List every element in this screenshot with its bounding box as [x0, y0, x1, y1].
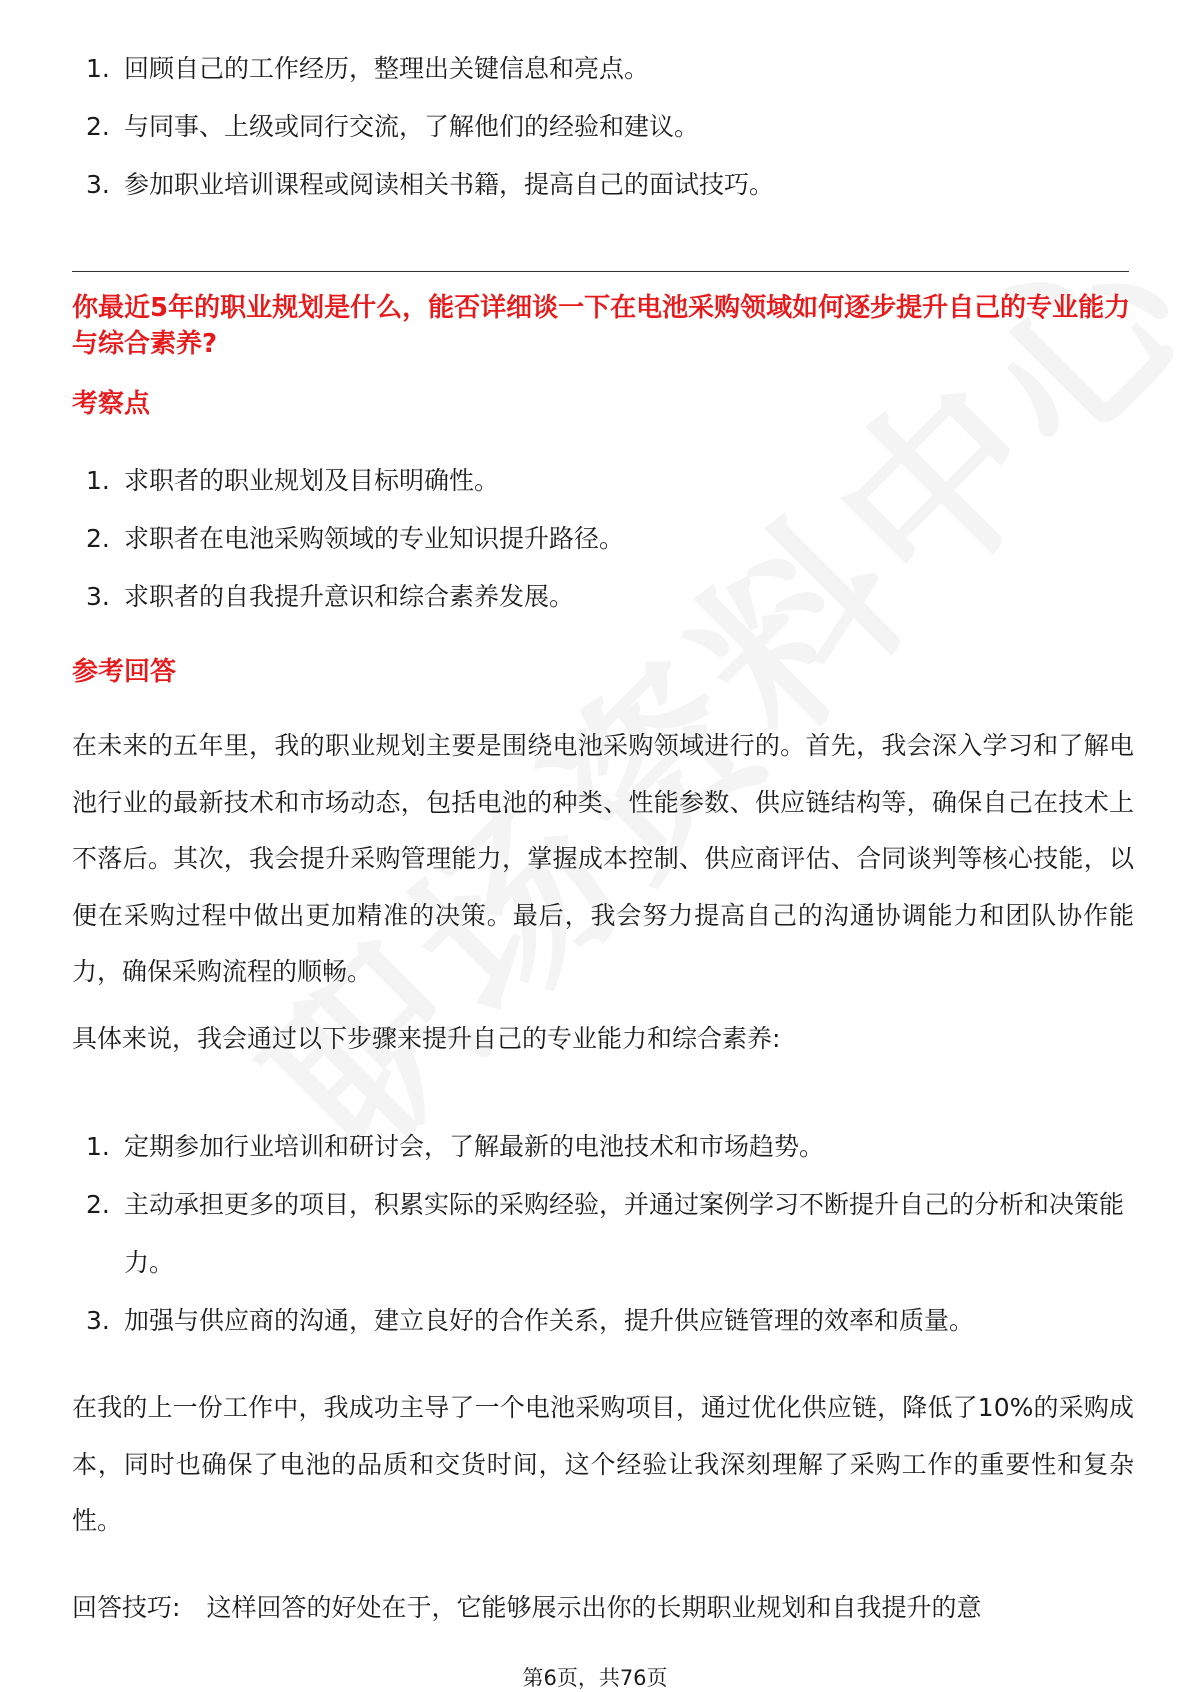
list-text: 与同事、上级或同行交流，了解他们的经验和建议。	[124, 112, 700, 141]
list-number: 2.	[86, 524, 110, 553]
list-item	[72, 156, 1132, 214]
tip-label: 回答技巧:	[72, 1593, 181, 1622]
list-text: 求职者的职业规划及目标明确性。	[124, 466, 500, 495]
list-number: 3.	[86, 582, 110, 611]
answer-tip	[72, 1588, 1134, 1628]
list-number: 2.	[86, 112, 110, 141]
answer-paragraph: 在我的上一份工作中，我成功主导了一个电池采购项目，通过优化供应链，降低了10%的采购成本，同时也确保了电池的品质和交货时间，这个经验让我深刻理解了采购工作的重要性和复杂性。	[72, 1393, 1134, 1536]
assessment-list	[72, 452, 1132, 626]
list-number: 1.	[86, 466, 110, 495]
list-item	[72, 1292, 1132, 1350]
list-text: 加强与供应商的沟通，建立良好的合作关系，提升供应链管理的效率和质量。	[124, 1306, 975, 1335]
section-divider	[72, 271, 1129, 272]
top-list	[72, 40, 1132, 214]
assessment-title: 考察点	[72, 389, 151, 419]
reference-answer-title: 参考回答	[72, 657, 177, 687]
list-text: 主动承担更多的项目，积累实际的采购经验，并通过案例学习不断提升自己的分析和决策能力。	[124, 1190, 1125, 1277]
list-number: 3.	[86, 170, 110, 199]
list-number: 3.	[86, 1306, 110, 1335]
list-item	[72, 452, 1132, 510]
list-item	[72, 98, 1132, 156]
list-item	[72, 40, 1132, 98]
list-item	[72, 510, 1132, 568]
list-text: 参加职业培训课程或阅读相关书籍，提高自己的面试技巧。	[124, 170, 775, 199]
list-item	[72, 568, 1132, 626]
tip-text: 这样回答的好处在于，它能够展示出你的长期职业规划和自我提升的意	[206, 1593, 982, 1622]
list-number: 2.	[86, 1190, 110, 1219]
answer-paragraph: 在未来的五年里，我的职业规划主要是围绕电池采购领域进行的。首先，我会深入学习和了解电池行业的最新技术和市场动态，包括电池的种类、性能参数、供应链结构等，确保自己在技术上不落后。其次，我会提升采购管理能力，掌握成本控制、供应商评估、合同谈判等核心技能，以便在采购过程中做出更加精准的决策。最后，我会努力提高自己的沟通协调能力和团队协作能力，确保采购流程的顺畅。	[72, 731, 1134, 987]
list-text: 定期参加行业培训和研讨会，了解最新的电池技术和市场趋势。	[124, 1132, 825, 1161]
list-item	[72, 1118, 1132, 1176]
page-number: 第6页，共76页	[522, 1666, 668, 1690]
steps-list	[72, 1118, 1132, 1350]
answer-paragraph: 具体来说，我会通过以下步骤来提升自己的专业能力和综合素养:	[72, 1024, 781, 1053]
interview-question: 你最近5年的职业规划是什么，能否详细谈一下在电池采购领域如何逐步提升自己的专业能力与综合素养?	[72, 293, 1131, 359]
list-number: 1.	[86, 1132, 110, 1161]
list-text: 回顾自己的工作经历，整理出关键信息和亮点。	[124, 54, 650, 83]
list-text: 求职者在电池采购领域的专业知识提升路径。	[124, 524, 625, 553]
list-text: 求职者的自我提升意识和综合素养发展。	[124, 582, 575, 611]
list-number: 1.	[86, 54, 110, 83]
list-item	[72, 1176, 1132, 1292]
